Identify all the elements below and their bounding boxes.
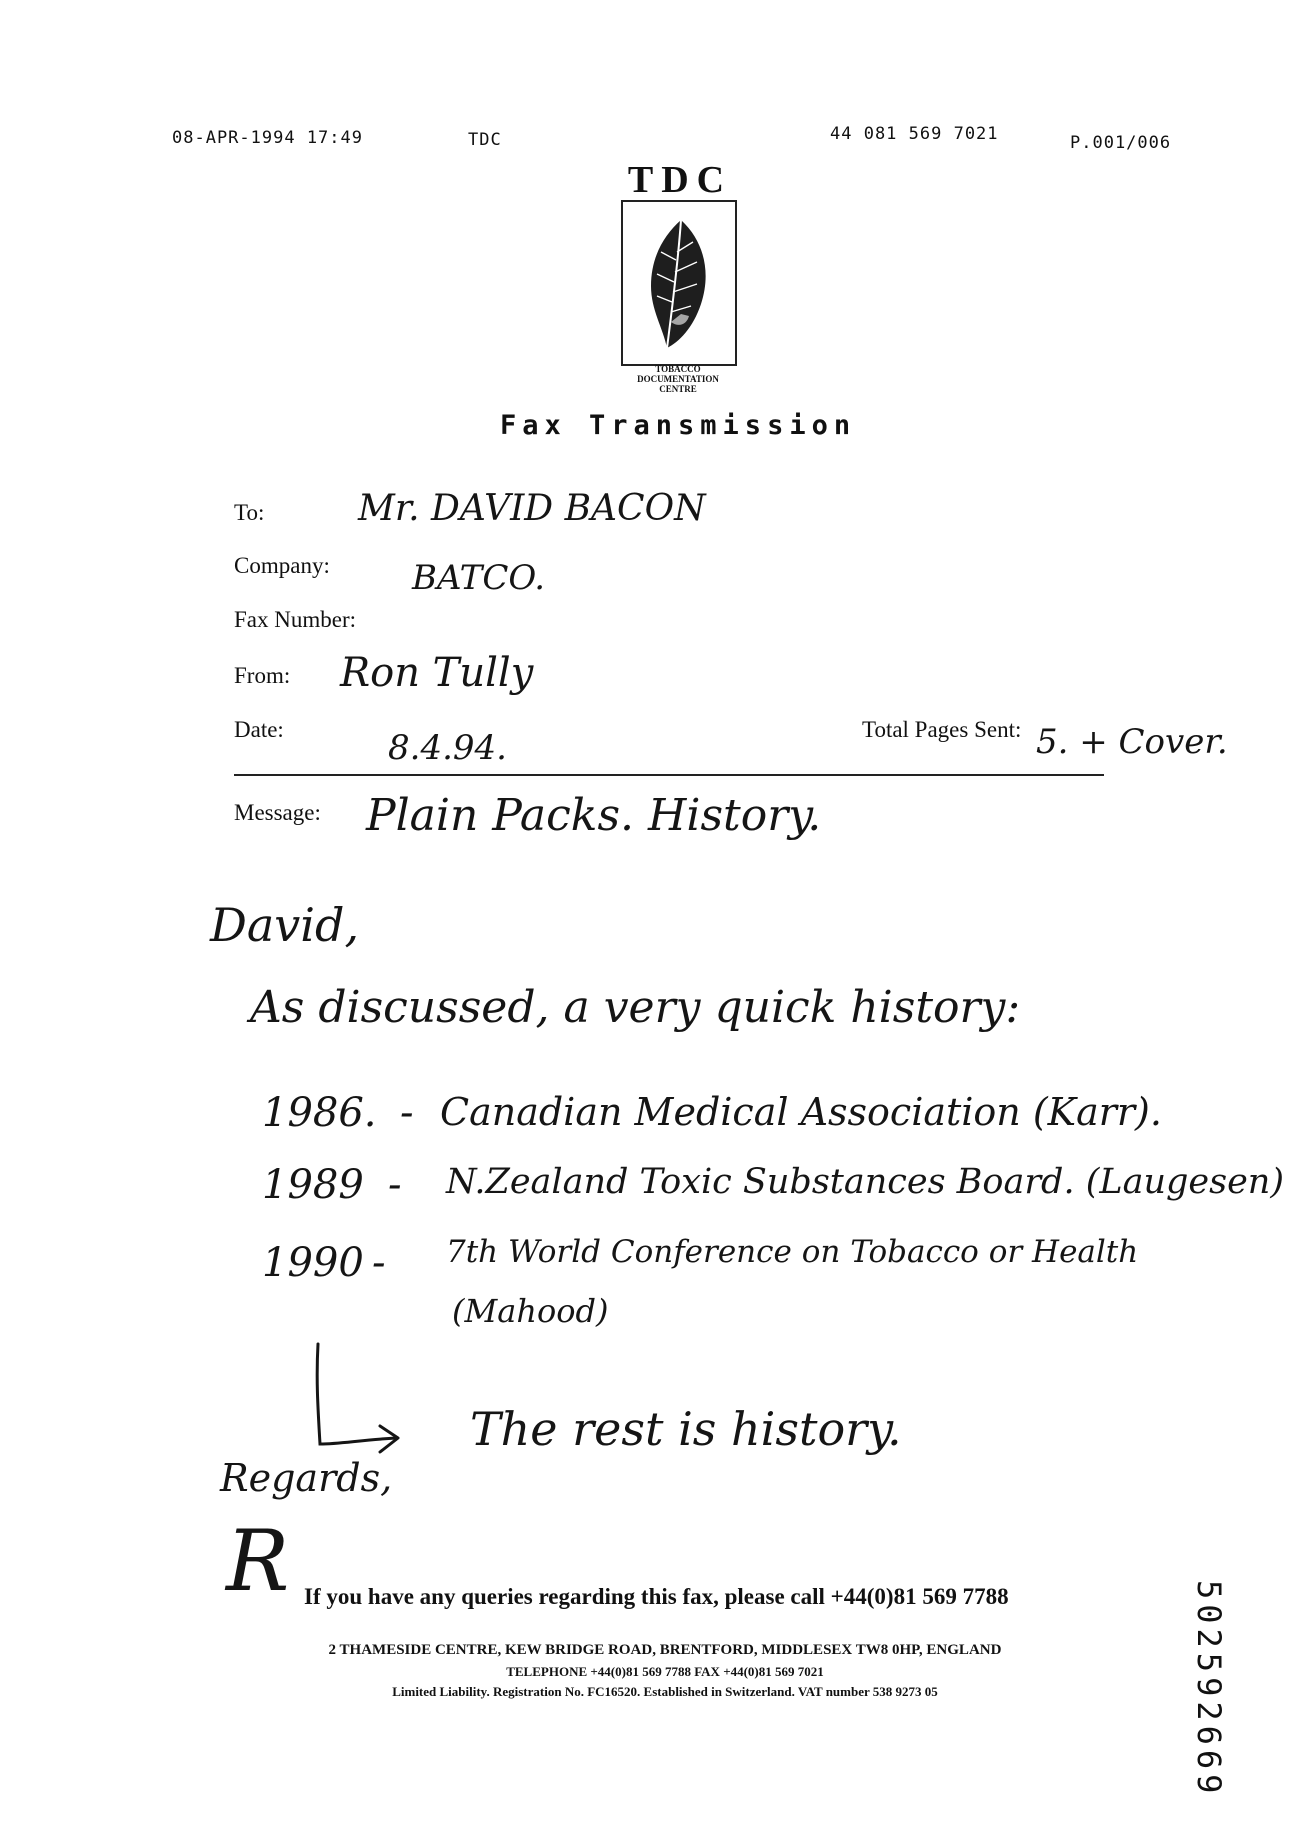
message-label: Message: <box>234 800 321 825</box>
to-label: To: <box>234 500 265 525</box>
intro-text: As discussed, a very quick history: <box>250 982 1021 1033</box>
history-year: 1986. <box>262 1090 377 1136</box>
total-pages-value: 5. + Cover. <box>1036 722 1228 762</box>
from-value: Ron Tully <box>340 650 534 696</box>
history-event: N.Zealand Toxic Substances Board. (Laugesen) <box>446 1162 1285 1202</box>
logo-caption-line: CENTRE <box>659 384 697 394</box>
regards: Regards, <box>220 1456 393 1500</box>
message-value: Plain Packs. History. <box>366 790 822 841</box>
history-year: 1990 <box>262 1240 364 1286</box>
fax-page-count: P.001/006 <box>1070 133 1172 153</box>
footer-address: 2 THAMESIDE CENTRE, KEW BRIDGE ROAD, BRENTFORD, MIDDLESEX TW8 0HP, ENGLAND <box>328 1642 1002 1658</box>
footer-telephone: TELEPHONE +44(0)81 569 7788 FAX +44(0)81 569 7021 <box>506 1664 824 1679</box>
company-value: BATCO. <box>412 558 546 598</box>
total-pages-label: Total Pages Sent: <box>862 717 1022 742</box>
logo-box <box>621 200 737 366</box>
form-divider <box>234 774 1104 776</box>
to-value: Mr. DAVID BACON <box>358 488 706 529</box>
fax-phone-number: 44 081 569 7021 <box>830 124 999 144</box>
document-id-text: 502592669 <box>1190 1580 1228 1799</box>
company-label: Company: <box>234 553 330 578</box>
fax-number-label: Fax Number: <box>234 607 357 632</box>
logo-caption-line: TOBACCO <box>655 364 701 374</box>
logo-text: TDC <box>627 159 733 201</box>
greeting: David, <box>210 898 360 952</box>
from-label: From: <box>234 663 291 688</box>
date-value: 8.4.94. <box>388 728 507 768</box>
fax-sender-code: TDC <box>468 130 502 150</box>
history-dash: - <box>400 1090 414 1136</box>
history-dash: - <box>388 1162 402 1208</box>
signature: R <box>226 1512 290 1610</box>
fax-datetime: 08-APR-1994 17:49 <box>172 128 363 148</box>
arrow-right-icon <box>300 1340 410 1460</box>
history-year: 1989 <box>262 1162 364 1208</box>
history-dash: - <box>372 1240 386 1286</box>
page-title: Fax Transmission <box>500 410 857 441</box>
history-event: Canadian Medical Association (Karr). <box>440 1090 1162 1134</box>
history-event: 7th World Conference on Tobacco or Health <box>446 1234 1139 1270</box>
history-event-detail: (Mahood) <box>452 1292 609 1330</box>
footer-registration: Limited Liability. Registration No. FC16520. Established in Switzerland. VAT number 538 9273 05 <box>392 1684 938 1699</box>
queries-text: If you have any queries regarding this fax, please call +44(0)81 569 7788 <box>304 1584 1009 1609</box>
queries-notice <box>250 1584 1160 1610</box>
logo-caption <box>600 364 756 394</box>
rest-is-history: The rest is history. <box>470 1402 902 1456</box>
date-label: Date: <box>234 717 284 742</box>
logo-caption-line: DOCUMENTATION <box>637 374 719 384</box>
document-id <box>1190 1580 1230 1840</box>
tobacco-leaf-icon <box>623 202 735 364</box>
